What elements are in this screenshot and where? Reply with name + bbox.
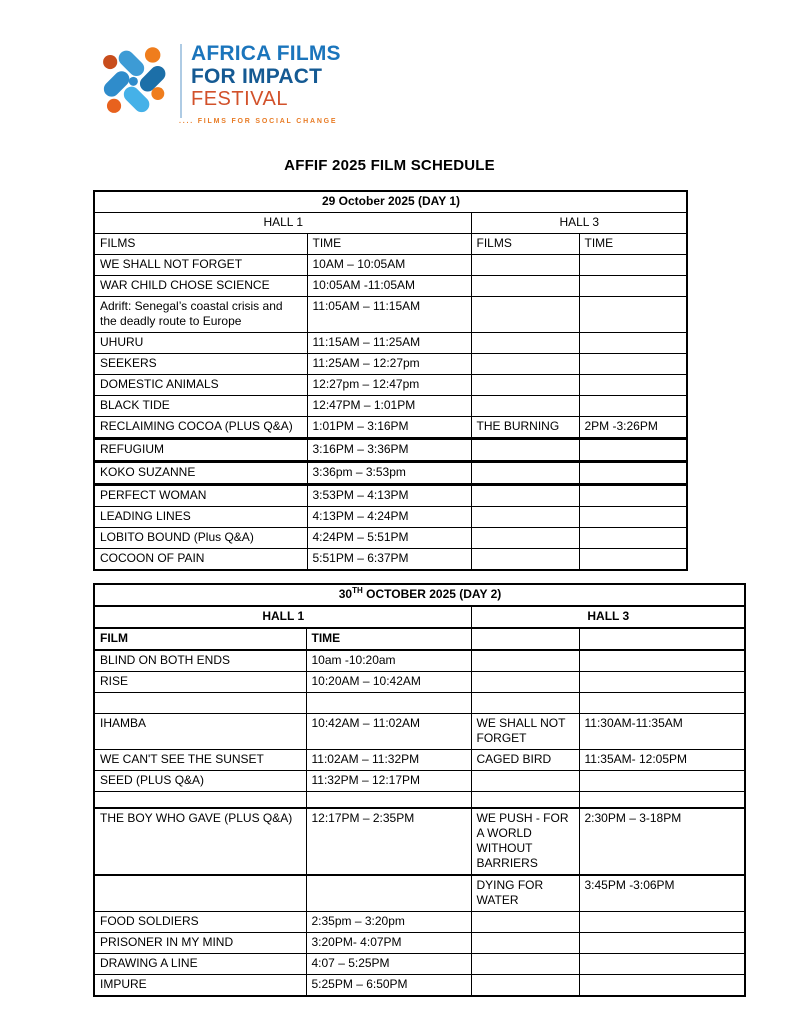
- logo-name-line3: FESTIVAL: [191, 88, 288, 110]
- table-row: [94, 485, 687, 507]
- time-cell: [579, 954, 745, 975]
- film-cell: PRISONER IN MY MIND: [94, 933, 306, 954]
- day2-schedule-table: [93, 583, 746, 997]
- day1-schedule-table: [93, 190, 688, 571]
- time-cell: 12:17PM – 2:35PM: [306, 808, 471, 875]
- film-cell: [94, 875, 306, 912]
- table-row: [94, 771, 745, 792]
- time-cell: [579, 297, 687, 333]
- time-cell: 2:30PM – 3-18PM: [579, 808, 745, 875]
- time-cell: [306, 792, 471, 809]
- time-cell: [579, 255, 687, 276]
- table-row: [94, 191, 687, 213]
- time-cell: 1:01PM – 3:16PM: [307, 417, 471, 439]
- festival-logo: [96, 40, 341, 125]
- film-cell: [94, 693, 306, 714]
- film-cell: RECLAIMING COCOA (PLUS Q&A): [94, 417, 307, 439]
- film-cell: THE BURNING: [471, 417, 579, 439]
- table-row: [94, 975, 745, 997]
- time-cell: 4:07 – 5:25PM: [306, 954, 471, 975]
- film-cell: WE SHALL NOT FORGET: [471, 714, 579, 750]
- day2-hall3-time-column-header: [579, 628, 745, 650]
- time-cell: [579, 933, 745, 954]
- table-row: [94, 507, 687, 528]
- time-cell: 11:30AM-11:35AM: [579, 714, 745, 750]
- table-row: [94, 396, 687, 417]
- day2-hall3-header: HALL 3: [471, 606, 745, 628]
- day2-hall1-header: HALL 1: [94, 606, 471, 628]
- day1-time-column-header: TIME: [307, 234, 471, 255]
- time-cell: 11:02AM – 11:32PM: [306, 750, 471, 771]
- film-cell: [471, 333, 579, 354]
- table-row: [94, 672, 745, 693]
- logo-text: [179, 40, 341, 125]
- day2-table-header: [94, 584, 745, 650]
- table-row: [94, 693, 745, 714]
- day2-date-header: 30TH OCTOBER 2025 (DAY 2): [94, 584, 745, 606]
- logo-tagline: .... FILMS FOR SOCIAL CHANGE: [179, 118, 338, 125]
- film-cell: IMPURE: [94, 975, 306, 997]
- film-cell: LEADING LINES: [94, 507, 307, 528]
- film-cell: UHURU: [94, 333, 307, 354]
- film-cell: WE CAN'T SEE THE SUNSET: [94, 750, 306, 771]
- time-cell: 11:35AM- 12:05PM: [579, 750, 745, 771]
- film-cell: FOOD SOLDIERS: [94, 912, 306, 933]
- table-row: [94, 354, 687, 375]
- logo-name-line1: AFRICA FILMS: [191, 42, 341, 65]
- table-row: [94, 333, 687, 354]
- time-cell: [579, 396, 687, 417]
- film-cell: [471, 255, 579, 276]
- time-cell: 11:32PM – 12:17PM: [306, 771, 471, 792]
- table-row: [94, 808, 745, 875]
- time-cell: [579, 912, 745, 933]
- film-cell: WAR CHILD CHOSE SCIENCE: [94, 276, 307, 297]
- film-cell: [471, 297, 579, 333]
- time-cell: [579, 507, 687, 528]
- film-cell: [471, 792, 579, 809]
- film-cell: [471, 650, 579, 672]
- film-cell: [471, 693, 579, 714]
- film-cell: LOBITO BOUND (Plus Q&A): [94, 528, 307, 549]
- film-cell: SEEKERS: [94, 354, 307, 375]
- table-row: [94, 297, 687, 333]
- film-cell: WE PUSH - FOR A WORLD WITHOUT BARRIERS: [471, 808, 579, 875]
- time-cell: [579, 693, 745, 714]
- time-cell: 10AM – 10:05AM: [307, 255, 471, 276]
- time-cell: [579, 528, 687, 549]
- pinwheel-icon: [96, 40, 172, 124]
- day2-table-body: [94, 650, 745, 996]
- film-cell: [471, 954, 579, 975]
- table-row: [94, 528, 687, 549]
- table-row: [94, 234, 687, 255]
- time-cell: [579, 672, 745, 693]
- time-cell: [579, 354, 687, 375]
- table-row: [94, 875, 745, 912]
- table-row: [94, 606, 745, 628]
- time-cell: [579, 485, 687, 507]
- time-cell: [579, 462, 687, 485]
- day2-film-column-header: FILM: [94, 628, 306, 650]
- film-cell: REFUGIUM: [94, 439, 307, 462]
- time-cell: [579, 333, 687, 354]
- day1-table-header: [94, 191, 687, 255]
- day2-time-column-header: TIME: [306, 628, 471, 650]
- film-cell: [471, 462, 579, 485]
- day1-films-column-header: FILMS: [94, 234, 307, 255]
- time-cell: 4:13PM – 4:24PM: [307, 507, 471, 528]
- film-cell: COCOON OF PAIN: [94, 549, 307, 571]
- time-cell: [579, 771, 745, 792]
- time-cell: [579, 549, 687, 571]
- table-row: [94, 714, 745, 750]
- day1-date-header: 29 October 2025 (DAY 1): [94, 191, 687, 213]
- table-row: [94, 255, 687, 276]
- table-row: [94, 792, 745, 809]
- time-cell: [306, 693, 471, 714]
- time-cell: 10:05AM -11:05AM: [307, 276, 471, 297]
- time-cell: 4:24PM – 5:51PM: [307, 528, 471, 549]
- film-cell: RISE: [94, 672, 306, 693]
- film-cell: [471, 528, 579, 549]
- time-cell: 3:53PM – 4:13PM: [307, 485, 471, 507]
- film-cell: WE SHALL NOT FORGET: [94, 255, 307, 276]
- page-title: AFFIF 2025 FILM SCHEDULE: [284, 157, 495, 174]
- film-cell: DYING FOR WATER: [471, 875, 579, 912]
- day1-hall3-time-column-header: TIME: [579, 234, 687, 255]
- table-row: [94, 750, 745, 771]
- film-cell: [471, 672, 579, 693]
- ordinal-superscript: TH: [352, 586, 363, 595]
- time-cell: 3:20PM- 4:07PM: [306, 933, 471, 954]
- table-row: [94, 439, 687, 462]
- time-cell: 12:27pm – 12:47pm: [307, 375, 471, 396]
- time-cell: 5:25PM – 6:50PM: [306, 975, 471, 997]
- time-cell: [579, 276, 687, 297]
- time-cell: 12:47PM – 1:01PM: [307, 396, 471, 417]
- time-cell: [579, 375, 687, 396]
- time-cell: 3:36pm – 3:53pm: [307, 462, 471, 485]
- film-cell: [471, 975, 579, 997]
- film-cell: [471, 439, 579, 462]
- day1-table-body: [94, 255, 687, 571]
- time-cell: 11:25AM – 12:27pm: [307, 354, 471, 375]
- day1-hall1-header: HALL 1: [94, 213, 471, 234]
- film-cell: THE BOY WHO GAVE (PLUS Q&A): [94, 808, 306, 875]
- film-cell: [471, 354, 579, 375]
- film-cell: DOMESTIC ANIMALS: [94, 375, 307, 396]
- film-cell: [94, 792, 306, 809]
- day1-hall3-films-column-header: FILMS: [471, 234, 579, 255]
- film-cell: [471, 912, 579, 933]
- film-cell: [471, 933, 579, 954]
- film-cell: IHAMBA: [94, 714, 306, 750]
- time-cell: 2PM -3:26PM: [579, 417, 687, 439]
- day2-hall3-film-column-header: [471, 628, 579, 650]
- film-cell: [471, 485, 579, 507]
- time-cell: [579, 975, 745, 997]
- time-cell: 5:51PM – 6:37PM: [307, 549, 471, 571]
- time-cell: 2:35pm – 3:20pm: [306, 912, 471, 933]
- table-row: [94, 213, 687, 234]
- table-row: [94, 912, 745, 933]
- film-cell: [471, 507, 579, 528]
- time-cell: 3:45PM -3:06PM: [579, 875, 745, 912]
- film-cell: [471, 771, 579, 792]
- time-cell: [579, 650, 745, 672]
- table-row: [94, 650, 745, 672]
- film-cell: DRAWING A LINE: [94, 954, 306, 975]
- day1-hall3-header: HALL 3: [471, 213, 687, 234]
- film-cell: PERFECT WOMAN: [94, 485, 307, 507]
- table-row: [94, 375, 687, 396]
- film-cell: BLACK TIDE: [94, 396, 307, 417]
- table-row: [94, 584, 745, 606]
- film-cell: SEED (PLUS Q&A): [94, 771, 306, 792]
- logo-name-line2: FOR IMPACT: [191, 65, 323, 88]
- film-cell: Adrift: Senegal’s coastal crisis and the deadly route to Europe: [94, 297, 307, 333]
- table-row: [94, 933, 745, 954]
- film-cell: KOKO SUZANNE: [94, 462, 307, 485]
- time-cell: 11:05AM – 11:15AM: [307, 297, 471, 333]
- time-cell: [579, 439, 687, 462]
- time-cell: 10am -10:20am: [306, 650, 471, 672]
- time-cell: [579, 792, 745, 809]
- film-cell: [471, 396, 579, 417]
- table-row: [94, 276, 687, 297]
- film-cell: [471, 375, 579, 396]
- logo-divider: [180, 44, 182, 118]
- table-row: [94, 549, 687, 571]
- time-cell: 3:16PM – 3:36PM: [307, 439, 471, 462]
- time-cell: 11:15AM – 11:25AM: [307, 333, 471, 354]
- table-row: [94, 462, 687, 485]
- film-cell: CAGED BIRD: [471, 750, 579, 771]
- table-row: [94, 417, 687, 439]
- time-cell: 10:42AM – 11:02AM: [306, 714, 471, 750]
- table-row: [94, 954, 745, 975]
- time-cell: [306, 875, 471, 912]
- film-cell: [471, 549, 579, 571]
- film-cell: BLIND ON BOTH ENDS: [94, 650, 306, 672]
- table-row: [94, 628, 745, 650]
- film-cell: [471, 276, 579, 297]
- time-cell: 10:20AM – 10:42AM: [306, 672, 471, 693]
